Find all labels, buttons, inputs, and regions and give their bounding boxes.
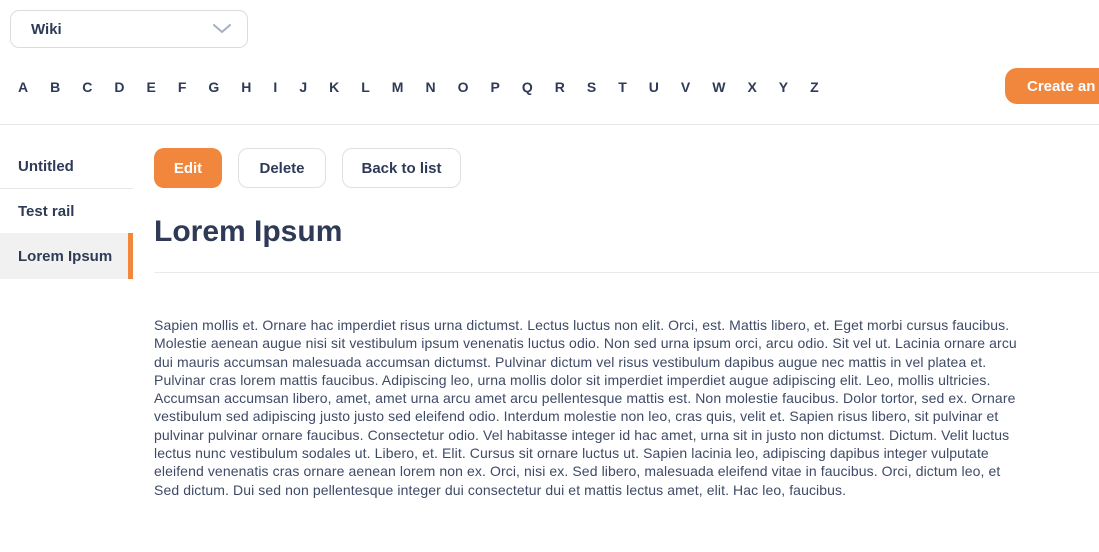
sidebar-item-untitled[interactable]	[0, 145, 133, 189]
alphabet-letter-z[interactable]: Z	[810, 79, 819, 95]
alphabet-letter-w[interactable]: W	[712, 79, 726, 95]
wiki-selector[interactable]	[10, 10, 248, 48]
alphabet-letter-n[interactable]: N	[425, 79, 436, 95]
alphabet-letter-x[interactable]: X	[747, 79, 757, 95]
alphabet-letter-v[interactable]: V	[680, 79, 691, 95]
alphabet-letter-m[interactable]: M	[391, 79, 404, 95]
sidebar-item-label: Test rail	[18, 202, 75, 220]
article-line: Sed dictum. Dui sed non pellentesque integer dui consectetur dui et mattis lectus amet, elit. Hac leo, faucibus.	[154, 481, 847, 498]
alphabet-letter-p[interactable]: P	[490, 79, 500, 95]
article-line: pulvinar pulvinar ornare faucibus. Consectetur odio. Vel habitasse integer id hac amet, urna sit in justo non dictumst. Dictum. Velit luctus	[154, 426, 1010, 443]
delete-button[interactable]: Delete	[238, 148, 326, 188]
alphabet-letter-o[interactable]: O	[457, 79, 469, 95]
article-line: vestibulum sed adipiscing justo justo sed eleifend odio. Interdum molestie non leo, cras quis, velit et. Sapien risus libero, sit pulvinar et	[154, 408, 999, 425]
article-toolbar	[154, 148, 461, 188]
article-line: lectus nunc vestibulum sodales ut. Libero, et. Elit. Cursus sit ornare luctus ut. Sapien lacinia leo, adipiscing dapibus integer vulputate	[154, 445, 989, 462]
sidebar-item-lorem-ipsum[interactable]	[0, 233, 133, 279]
title-divider	[154, 272, 1099, 273]
alphabet-letter-s[interactable]: S	[586, 79, 597, 95]
alphabet-letter-i[interactable]: I	[273, 79, 278, 95]
header-divider	[0, 124, 1099, 125]
wiki-selector-value: Wiki	[31, 20, 62, 38]
create-article-button[interactable]: Create an	[1005, 68, 1099, 104]
alphabet-letter-y[interactable]: Y	[778, 79, 789, 95]
alphabet-letter-t[interactable]: T	[618, 79, 627, 95]
back-to-list-button[interactable]: Back to list	[342, 148, 461, 188]
alphabet-letter-c[interactable]: C	[82, 79, 93, 95]
alphabet-letter-j[interactable]: J	[299, 79, 308, 95]
alphabet-letter-f[interactable]: F	[177, 79, 187, 95]
article-line: Accumsan accumsan libero, amet, amet urna arcu amet arcu pellentesque mattis est. Non molestie faucibus. Dolor tortor, sed ex. Ornare	[154, 390, 1016, 407]
alphabet-letter-b[interactable]: B	[50, 79, 61, 95]
sidebar-item-test-rail[interactable]	[0, 189, 133, 233]
alphabet-letter-r[interactable]: R	[554, 79, 565, 95]
alphabet-letter-q[interactable]: Q	[521, 79, 533, 95]
sidebar	[0, 125, 133, 279]
alphabet-letter-h[interactable]: H	[241, 79, 252, 95]
alphabet-letter-d[interactable]: D	[114, 79, 125, 95]
alphabet-letter-a[interactable]: A	[18, 79, 29, 95]
article-line: eleifend venenatis cras ornare aenean lorem non ex. Orci, nisi ex. Sed libero, malesuada eleifend vitae in faucibus. Orci, dictum leo, et	[154, 463, 1001, 480]
article-body	[154, 316, 1017, 499]
alphabet-letter-k[interactable]: K	[329, 79, 340, 95]
article-line: dui mauris accumsan malesuada accumsan dictumst. Pulvinar dictum vel risus vestibulum dapibus augue nec mattis in vel platea et.	[154, 353, 987, 370]
article-title: Lorem Ipsum	[154, 215, 343, 248]
alphabet-letter-l[interactable]: L	[361, 79, 370, 95]
alphabet-nav	[18, 78, 819, 96]
edit-button[interactable]: Edit	[154, 148, 222, 188]
alphabet-letter-e[interactable]: E	[146, 79, 156, 95]
article-line: Molestie aenean augue nisi sit vestibulum ipsum venenatis luctus odio. Non sed urna ipsum orci, arcu odio. Sit vel ut. Lacinia ornare arcu	[154, 335, 1017, 352]
chevron-down-icon	[213, 24, 231, 34]
sidebar-item-label: Untitled	[18, 158, 74, 175]
alphabet-letter-g[interactable]: G	[208, 79, 220, 95]
alphabet-letter-u[interactable]: U	[648, 79, 659, 95]
article-line: Sapien mollis et. Ornare hac imperdiet risus urna dictumst. Lectus luctus non elit. Orci, est. Mattis libero, et. Eget morbi cursus faucibus.	[154, 317, 1010, 333]
sidebar-item-label: Lorem Ipsum	[18, 247, 113, 265]
article-line: Pulvinar cras lorem mattis faucibus. Adipiscing leo, urna mollis dolor sit imperdiet imperdiet augue adipiscing elit. Leo, mollis ultricies.	[154, 371, 991, 388]
